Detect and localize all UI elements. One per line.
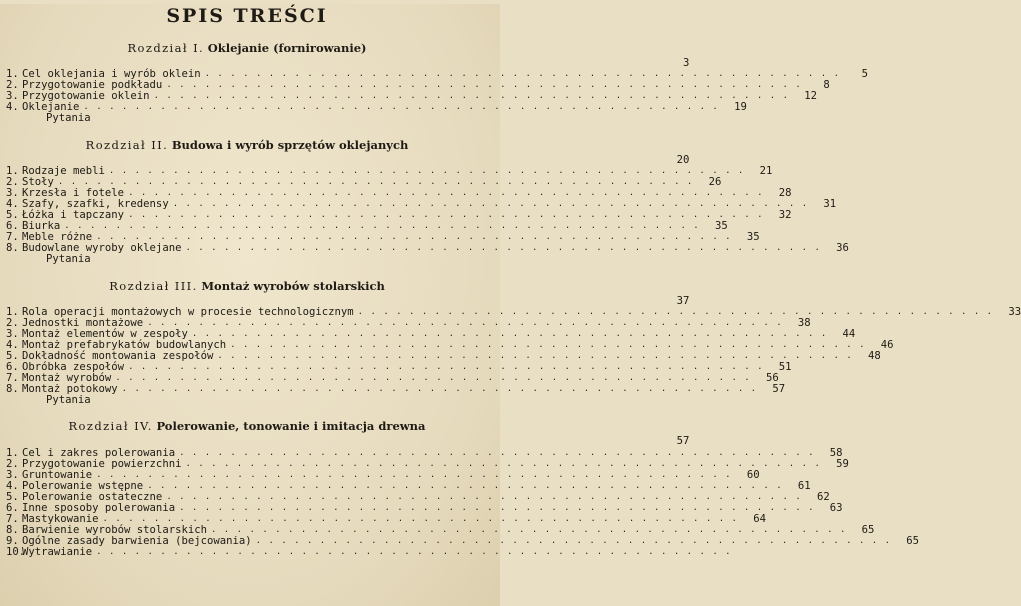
entry-number: 5.: [6, 349, 19, 362]
leader-dots: . . . . . . . . . . . . . . . . . . . . . . . . . . . . . . . . . . . . . . . . . . . . . . . . . .: [185, 458, 821, 469]
leader-dots: . . . . . . . . . . . . . . . . . . . . . . . . . . . . . . . . . . . . . . . . . . . . . . . . . .: [153, 91, 789, 102]
entry-number: 7.: [6, 372, 19, 385]
entry-page: 56: [765, 372, 779, 385]
entry-page: 60: [746, 468, 760, 481]
entry-number: 6.: [6, 502, 19, 514]
entry-number: 8.: [6, 383, 19, 396]
entry-label: Montaż elementów w zespoły: [22, 327, 188, 340]
entry-number: 6.: [6, 361, 19, 374]
entry-page: 57: [772, 383, 786, 396]
entry-page: 35: [746, 231, 760, 244]
entry-number: 3.: [6, 327, 19, 340]
entry-label: Rodzaje mebli: [22, 164, 105, 177]
chapter-number: Rozdział III.: [109, 278, 198, 293]
entry-page: 62: [817, 490, 830, 503]
chapter-start-row: [6, 435, 690, 448]
entry-label: Łóżka i tapczany: [22, 209, 125, 222]
entry-page: 12: [804, 90, 817, 103]
entry-page: 21: [759, 164, 773, 177]
entry-label: Cel i zakres polerowania: [22, 446, 176, 459]
chapter-number: Rozdział IV.: [68, 419, 153, 434]
leader-dots: . . . . . . . . . . . . . . . . . . . . . . . . . . . . . . . . . . . . . . . . . . . . . . . . . .: [172, 198, 809, 209]
entry-page: 38: [797, 316, 811, 329]
entry-page: 61: [797, 479, 811, 492]
chapter-start-page: 37: [676, 294, 690, 307]
entry-number: 5.: [6, 209, 19, 222]
entry-label: Krzesła i fotele: [22, 186, 125, 199]
entry-label: Polerowanie wstępne: [22, 479, 144, 492]
entry-number: 3.: [6, 186, 19, 199]
leader-dots: . . . . . . . . . . . . . . . . . . . . . . . . . . . . . . . . . . . . . . . . . . . . . . . . . .: [57, 176, 694, 187]
entry-number: 2.: [6, 79, 19, 92]
entry-number: 10.: [6, 546, 26, 559]
chapter-heading: [6, 135, 488, 155]
entry-number: 1.: [6, 446, 19, 459]
entry-label: Pytania: [46, 394, 91, 407]
entry-label: Przygotowanie oklein: [22, 90, 150, 103]
entry-label: Polerowanie ostateczne: [22, 490, 163, 503]
toc-entry[interactable]: [6, 113, 488, 124]
entry-label: Montaż potokowy: [22, 383, 118, 396]
table-of-contents: [6, 38, 1021, 559]
entry-page: 32: [778, 209, 792, 222]
entry-label: Montaż wyrobów: [22, 372, 112, 385]
entry-label: Stoły: [22, 175, 54, 188]
chapter-start-page: 20: [676, 153, 690, 166]
entry-label: Montaż prefabrykatów budowlanych: [22, 338, 227, 351]
entry-page: 5: [861, 68, 869, 81]
toc-entry[interactable]: [6, 546, 732, 559]
entry-page: 48: [868, 349, 881, 362]
entry-page: 35: [714, 220, 728, 233]
leader-dots: . . . . . . . . . . . . . . . . . . . . . . . . . . . . . . . . . . . . . . . . . . . . . . . . . .: [102, 514, 738, 525]
leader-dots: . . . . . . . . . . . . . . . . . . . . . . . . . . . . . . . . . . . . . . . . . . . . . . . . . .: [64, 221, 700, 232]
leader-dots: . . . . . . . . . . . . . . . . . . . . . . . . . . . . . . . . . . . . . . . . . . . . . . . . . .: [166, 80, 802, 91]
entry-number: 7.: [6, 231, 19, 244]
entry-number: 4.: [6, 338, 19, 351]
entry-page: 28: [778, 186, 792, 199]
entry-number: 1.: [6, 68, 19, 81]
entry-label: Gruntowanie: [22, 468, 93, 481]
entry-number: 2.: [6, 316, 19, 329]
entry-page: 58: [829, 446, 843, 459]
entry-number: 3.: [6, 468, 19, 481]
entry-page: 59: [836, 457, 849, 470]
leader-dots: . . . . . . . . . . . . . . . . . . . . . . . . . . . . . . . . . . . . . . . . . . . . . . . . . .: [255, 536, 892, 547]
page-title: SPIS TREŚCI: [166, 5, 328, 27]
chapter-number: Rozdział I.: [127, 41, 205, 55]
entry-label: Rola operacji montażowych w procesie technologicznym: [22, 305, 354, 318]
leader-dots: . . . . . . . . . . . . . . . . . . . . . . . . . . . . . . . . . . . . . . . . . . . . . . . . . .: [83, 102, 719, 113]
toc-page: [0, 4, 1021, 606]
entry-page: 63: [829, 502, 843, 514]
chapter-start-page: 3: [683, 57, 690, 69]
toc-entry[interactable]: [6, 209, 792, 222]
entry-label: Oklejanie: [22, 101, 80, 114]
entry-label: Budowlane wyroby oklejane: [22, 242, 182, 255]
entry-number: 4.: [6, 101, 19, 114]
chapter-title: Polerowanie, tonowanie i imitacja drewna: [156, 419, 426, 434]
entry-page: 19: [734, 101, 747, 114]
leader-dots: . . . . . . . . . . . . . . . . . . . . . . . . . . . . . . . . . . . . . . . . . . . . . . . . . .: [108, 165, 745, 176]
leader-dots: . . . . . . . . . . . . . . . . . . . . . . . . . . . . . . . . . . . . . . . . . . . . . . . . . .: [121, 384, 758, 395]
toc-entry[interactable]: [6, 254, 488, 265]
entry-label: Biurka: [22, 220, 61, 233]
leader-dots: . . . . . . . . . . . . . . . . . . . . . . . . . . . . . . . . . . . . . . . . . . . . . . . . . .: [128, 362, 764, 373]
leader-dots: . . . . . . . . . . . . . . . . . . . . . . . . . . . . . . . . . . . . . . . . . . . . . . . . . .: [115, 373, 751, 384]
toc-entry[interactable]: [6, 446, 843, 459]
entry-number: 1.: [6, 164, 19, 177]
entry-page: 8: [823, 79, 830, 92]
leader-dots: . . . . . . . . . . . . . . . . . . . . . . . . . . . . . . . . . . . . . . . . . . . . . . . . . .: [147, 480, 783, 491]
entry-page: 65: [861, 524, 875, 537]
entry-label: Jednostki montażowe: [22, 316, 144, 329]
entry-number: 5.: [6, 490, 19, 503]
chapter-heading: [6, 38, 488, 58]
entry-number: 8.: [6, 242, 19, 255]
entry-label: Inne sposoby polerowania: [22, 502, 176, 514]
entry-number: 7.: [6, 513, 19, 526]
entry-number: 6.: [6, 220, 19, 233]
entry-label: Obróbka zespołów: [22, 361, 125, 374]
entry-label: Przygotowanie powierzchni: [22, 457, 182, 470]
entry-number: 2.: [6, 175, 19, 188]
entry-label: Pytania: [46, 112, 91, 125]
entry-page: 44: [842, 327, 856, 340]
leader-dots: . . . . . . . . . . . . . . . . . . . . . . . . . . . . . . . . . . . . . . . . . . . . . . . . . .: [96, 232, 732, 243]
entry-label: Pytania: [46, 253, 91, 266]
entry-label: Meble różne: [22, 231, 93, 244]
entry-label: Ogólne zasady barwienia (bejcowania): [22, 535, 252, 548]
leader-dots: . . . . . . . . . . . . . . . . . . . . . . . . . . . . . . . . . . . . . . . . . . . . . . . . . .: [147, 317, 783, 328]
entry-number: 9.: [6, 535, 19, 548]
leader-dots: . . . . . . . . . . . . . . . . . . . . . . . . . . . . . . . . . . . . . . . . . . . . . . . . . .: [204, 69, 841, 80]
entry-number: 4.: [6, 197, 19, 210]
toc-entry[interactable]: [6, 395, 488, 406]
entry-label: Barwienie wyrobów stolarskich: [22, 524, 207, 537]
entry-page: 36: [836, 242, 849, 255]
entry-page: 51: [778, 361, 792, 374]
entry-number: 1.: [6, 305, 19, 318]
entry-page: 33: [1008, 305, 1021, 318]
entry-page: 46: [880, 338, 894, 351]
entry-page: 31: [823, 197, 837, 210]
leader-dots: . . . . . . . . . . . . . . . . . . . . . . . . . . . . . . . . . . . . . . . . . . . . . . . . . .: [357, 306, 994, 317]
leader-dots: . . . . . . . . . . . . . . . . . . . . . . . . . . . . . . . . . . . . . . . . . . . . . . . . . .: [179, 447, 815, 458]
entry-page: 65: [906, 535, 920, 548]
entry-label: Przygotowanie podkładu: [22, 79, 163, 92]
chapter-title: Budowa i wyrób sprzętów oklejanych: [171, 137, 409, 152]
entry-label: Cel oklejania i wyrób oklein: [22, 68, 201, 81]
leader-dots: . . . . . . . . . . . . . . . . . . . . . . . . . . . . . . . . . . . . . . . . . . . . . . . . . .: [96, 469, 732, 480]
leader-dots: . . . . . . . . . . . . . . . . . . . . . . . . . . . . . . . . . . . . . . . . . . . . . . . . . .: [191, 328, 828, 339]
leader-dots: . . . . . . . . . . . . . . . . . . . . . . . . . . . . . . . . . . . . . . . . . . . . . . . . . .: [217, 350, 853, 361]
entry-number: 3.: [6, 90, 19, 103]
toc-entry[interactable]: [6, 164, 773, 177]
leader-dots: . . . . . . . . . . . . . . . . . . . . . . . . . . . . . . . . . . . . . . . . . . . . . . . . . .: [166, 491, 802, 502]
entry-number: 4.: [6, 479, 19, 492]
entry-number: 8.: [6, 524, 19, 537]
chapter-start-page: 57: [676, 435, 690, 448]
chapter-title: Oklejanie (fornirowanie): [207, 41, 367, 55]
entry-page: 26: [708, 175, 722, 188]
chapter-heading: [6, 276, 488, 296]
leader-dots: . . . . . . . . . . . . . . . . . . . . . . . . . . . . . . . . . . . . . . . . . . . . . . . . . .: [179, 503, 815, 513]
chapter-heading: [6, 416, 488, 436]
entry-label: Wytrawianie: [22, 546, 93, 559]
leader-dots: . . . . . . . . . . . . . . . . . . . . . . . . . . . . . . . . . . . . . . . . . . . . . . . . . .: [128, 210, 764, 221]
entry-label: Szafy, szafki, kredensy: [22, 197, 169, 210]
chapter-title: Montaż wyrobów stolarskich: [201, 278, 385, 293]
chapter-start-row: [6, 294, 690, 307]
leader-dots: . . . . . . . . . . . . . . . . . . . . . . . . . . . . . . . . . . . . . . . . . . . . . . . . . .: [185, 243, 821, 254]
entry-label: Dokładność montowania zespołów: [22, 349, 214, 362]
leader-dots: . . . . . . . . . . . . . . . . . . . . . . . . . . . . . . . . . . . . . . . . . . . . . . . . . .: [230, 339, 866, 350]
chapter-start-row: [6, 153, 690, 166]
leader-dots: . . . . . . . . . . . . . . . . . . . . . . . . . . . . . . . . . . . . . . . . . . . . . . . . . .: [210, 525, 847, 536]
entry-label: Mastykowanie: [22, 513, 99, 526]
leader-dots: . . . . . . . . . . . . . . . . . . . . . . . . . . . . . . . . . . . . . . . . . . . . . . . . . .: [96, 547, 732, 558]
chapter-number: Rozdział II.: [85, 137, 169, 152]
entry-number: 2.: [6, 457, 19, 470]
entry-page: 64: [753, 513, 766, 526]
leader-dots: . . . . . . . . . . . . . . . . . . . . . . . . . . . . . . . . . . . . . . . . . . . . . . . . . .: [128, 187, 764, 198]
